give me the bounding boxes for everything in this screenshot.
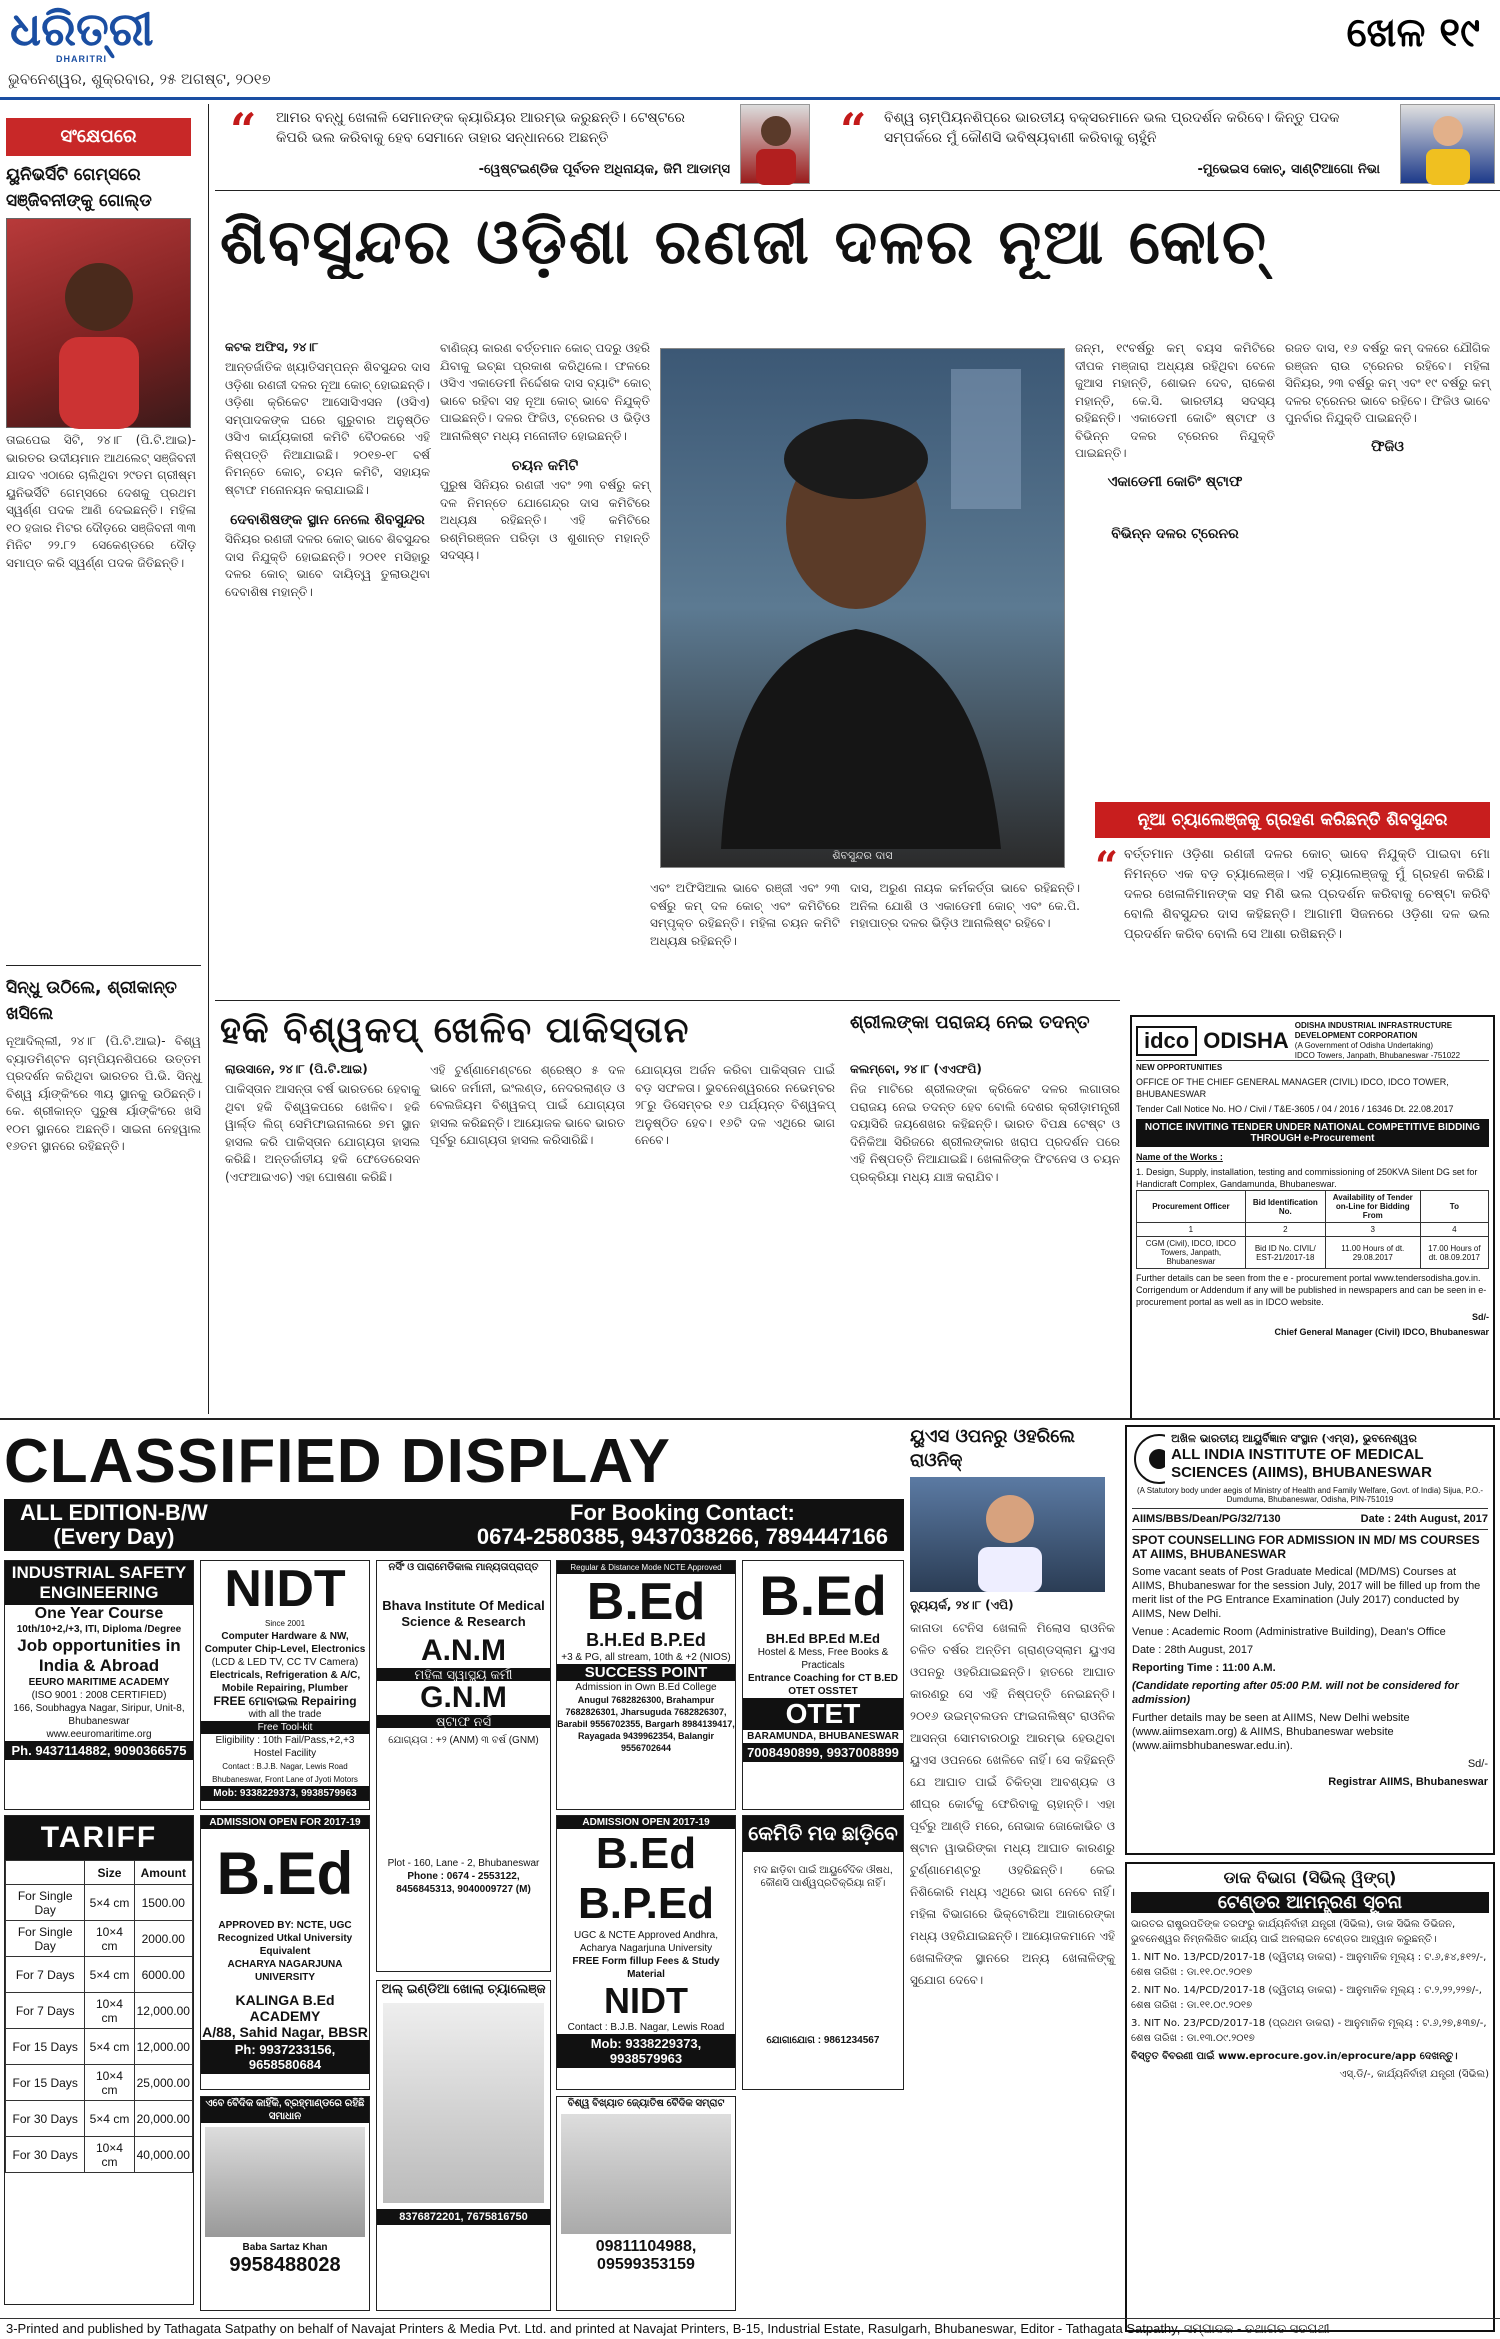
quote-attribution: -ୱେଷ୍ଟଇଣ୍ଡିଜ ପୂର୍ବତନ ଅଧିନାୟକ, ଜିମି ଆଡାମ୍ସ — [478, 162, 730, 177]
ad-text: Regular & Distance Mode NCTE Approved — [557, 1561, 735, 1574]
ad-title: NIDT — [224, 1560, 346, 1618]
table-cell: 4 — [1420, 1223, 1488, 1237]
challenge-text: ବର୍ତ୍ତମାନ ଓଡ଼ିଶା ରଣଜୀ ଦଳର କୋଚ୍ ଭାବେ ନିଯୁକ୍ତି ପାଇବା ମୋ ନିମନ୍ତେ ଏକ ବଡ଼ ଚ୍ୟାଲେଞ୍ଜ। ଏହି ଚ୍ୟାଲେଞ୍ଜକୁ ମୁଁ ଗ୍ରହଣ କରିଛି। ଦଳର ଖେଳାଳିମାନଙ୍କ ସହ ମିଶି ଭଲ ପ୍ରଦର୍ଶନ କରିବାକୁ ଚେଷ୍ଟା କରିବି ବୋଲି ଶିବସୁନ୍ଦର ଦାସ କହିଛନ୍ତି। ଆଗାମୀ ସିଜନରେ ଓଡ଼ିଶା ଦଳ ଭଲ ପ୍ରଦର୍ଶନ କରିବ ବୋଲି ସେ ଆଶା ରଖିଛନ୍ତି। — [1124, 847, 1490, 942]
ad-astrologer — [556, 2096, 736, 2311]
subhead: ଫିଜିଓ — [1371, 438, 1404, 455]
table-cell: For Single Day — [6, 1885, 85, 1921]
story-text: ରଜତ ଦାସ, ୧୬ ବର୍ଷରୁ କମ୍ ଦଳରେ ଯୌଗିକ ରଞ୍ଜନ ରାଉ ଟ୍ରେନର ରହିବେ। ମହିଳା ସିନିୟର, ୨୩ ବର୍ଷରୁ କମ୍ ଏବଂ ୧୯ ବର୍ଷରୁ କମ୍ ଦଳର ଟ୍ରେନର ଭାବେ ରହିବେ। ଫିଜିଓ ଭାବେ ପୁନର୍ବାର ନିଯୁକ୍ତି ପାଇଛନ୍ତି। — [1285, 341, 1490, 425]
ad-photo — [205, 2127, 365, 2237]
ad-title: ଏବେ ବୈଦିକ କାହିଁକି, ବ୍ରହ୍ମାଣ୍ଡରେ ରହିଛି ସମାଧାନ — [201, 2097, 369, 2123]
table-row — [6, 1921, 193, 1957]
ad-title: B.Ed — [216, 1840, 354, 1907]
aiims-details: Further details may be seen at AIIMS, New Delhi website (www.aiimsexam.org) & AIIMS, Bhubaneswar website (www.aiimsbhubaneswar.edu.in). — [1132, 1712, 1410, 1752]
aiims-sign: Sd/- — [1467, 1758, 1488, 1770]
brief-item-1 — [6, 162, 196, 572]
idco-ref-date: Dt. 22.08.2017 — [1394, 1104, 1454, 1114]
raonic-photo — [910, 1477, 1105, 1592]
ad-text: A/88, Sahid Nagar, BBSR — [202, 2024, 368, 2040]
quote-text: ଆମର ବନ୍ଧୁ ଖେଳାଳି ସେମାନଙ୍କ କ୍ୟାରିୟର ଆରମ୍ଭ କରୁଛନ୍ତି। ଟେଷ୍ଟରେ କିପରି ଭଲ କରିବାକୁ ହେବ ସେମାନେ ତାହାର ସନ୍ଧାନରେ ଅଛନ୍ତି — [276, 110, 685, 146]
ad-text: Electricals, Refrigeration & A/C, Mobile Repairing, Plumber — [209, 1670, 361, 1694]
ad-title: କେମିତି ମଦ ଛାଡ଼ିବେ — [743, 1816, 903, 1852]
aiims-note: (Candidate reporting after 05:00 P.M. will not be considered for admission) — [1132, 1680, 1459, 1706]
ad-text: ACHARYA NAGARJUNA UNIVERSITY — [227, 1959, 343, 1983]
table-cell: 12,000.00 — [134, 1993, 192, 2029]
table-row — [6, 2137, 193, 2173]
quote-text: ବିଶ୍ୱ ଚାମ୍ପିୟନଶିପ୍‌ରେ ଭାରତୀୟ ବକ୍ସରମାନେ ଭଲ ପ୍ରଦର୍ଶନ କରିବେ। କିନ୍ତୁ ପଦକ ସମ୍ପର୍କରେ ମୁଁ କୌଣସି ଭବିଷ୍ୟବାଣୀ କରିବାକୁ ଚାହୁଁନି — [884, 110, 1340, 146]
idco-sign: Sd/- — [1472, 1312, 1489, 1322]
quote-photo — [740, 104, 810, 184]
story-text: ଯୋଗ୍ୟତା ଅର୍ଜନ କରିବା ପାକିସ୍ତାନ ପାଇଁ ବଡ଼ ସଫଳତା। ଭୁବନେଶ୍ୱରରେ ନଭେମ୍ବର ୨୮ରୁ ଡିସେମ୍ବର ୧୬ ପର୍ଯ୍ୟନ୍ତ ବିଶ୍ୱକପ୍ ଅନୁଷ୍ଠିତ ହେବ। ୧୬ଟି ଦଳ ଏଥିରେ ଭାଗ ନେବେ। — [635, 1063, 835, 1147]
photo-caption: ଶିବସୁନ୍ଦର ଦାସ — [832, 849, 893, 862]
aiims-signatory: Registrar AIIMS, Bhubaneswar — [1328, 1776, 1488, 1788]
story-column — [430, 1062, 625, 1150]
table-cell: 3 — [1325, 1223, 1420, 1237]
ad-phone: 8376872201, 7675816750 — [377, 2209, 550, 2225]
person-icon — [1401, 105, 1496, 185]
table-cell: 11.00 Hours of dt. 29.08.2017 — [1325, 1237, 1420, 1269]
main-headline: ଶିବସୁନ୍ଦର ଓଡ଼ିଶା ରଣଜୀ ଦଳର ନୂଆ କୋଚ୍ — [220, 205, 1268, 278]
table-cell: 1500.00 — [134, 1885, 192, 1921]
divider — [215, 190, 1500, 191]
aiims-venue: Venue : Academic Room (Administrative Building), Dean's Office — [1132, 1626, 1446, 1638]
tender-item: 2. NIT No. 14/PCD/2017-18 (ଦ୍ୱିତୀୟ ଡାକରା) - ଆନୁମାନିକ ମୂଲ୍ୟ : ଟ.୨,୨୨,୨୨୭/-, ଶେଷ ତାରିଖ : ଡା.୧୧.୦୯.୨୦୧୭ — [1131, 1985, 1482, 2011]
tender-item: 3. NIT No. 23/PCD/2017-18 (ପ୍ରଥମ ଡାକରା) - ଆନୁମାନିକ ମୂଲ୍ୟ : ଟ.୬,୨୭,୫୩୭/-, ଶେଷ ତାରିଖ : ଡା.୧୩.୦୯.୨୦୧୭ — [1131, 2018, 1487, 2044]
tender-item: 1. NIT No. 13/PCD/2017-18 (ଦ୍ୱିତୀୟ ଡାକରା) - ଆନୁମାନିକ ମୂଲ୍ୟ : ଟ.୬,୫୪,୫୧୨/-, ଶେଷ ତାରିଖ : ଡା.୧୧.୦୯.୨୦୧୭ — [1131, 1952, 1487, 1978]
table-cell: 10×4 cm — [85, 2065, 134, 2101]
ad-course: A.N.M — [421, 1634, 506, 1667]
briefs-tag: ସଂକ୍ଷେପରେ — [6, 118, 191, 156]
ad-course: G.N.M — [420, 1681, 507, 1714]
ad-text: 10th/10+2,/+3, ITI, Diploma /Degree — [16, 1624, 182, 1635]
ad-phone: Phone : 0674 - 2553122, 8456845313, 9040009727 (M) — [396, 1871, 531, 1895]
divider — [215, 1000, 1120, 1001]
aiims-org-sub: (A Statutory body under aegis of Ministry of Health and Family Welfare, Govt. of India) Sijua, P.O.-Dumduma, Bhubaneswar, Odisha, PIN-751019 — [1136, 1486, 1484, 1504]
quote-mark-icon: “ — [230, 103, 257, 157]
ad-text: Contact : B.J.B. Nagar, Lewis Road Bhubaneswar, Front Lane of Jyoti Motors — [212, 1762, 358, 1784]
ad-open-challenge — [376, 1980, 551, 2311]
postal-tender-notice — [1125, 1862, 1495, 2332]
idco-address: IDCO Towers, Janpath, Bhubaneswar -751022 — [1294, 1050, 1461, 1060]
brief-body: ତାଇପେଇ ସିଟି, ୨୪।୮ (ପି.ଟି.ଆଇ)- ଭାରତର ଉଦୀୟମାନ ଆଥଲେଟ୍ ସଞ୍ଜିବନୀ ଯାଦବ ଏଠାରେ ଚାଲିଥିବା ୨୯ତମ ଗ୍ରୀଷ୍ମ ୟୁନିଭର୍ସିଟି ଗେମ୍ସରେ ଦେଶକୁ ପ୍ରଥମ ସ୍ୱର୍ଣ୍ଣ ପଦକ ଆଣି ଦେଇଛନ୍ତି। ମହିଳା ୧୦ ହଜାର ମିଟର ଦୌଡ଼ରେ ସଞ୍ଜିବନୀ ୩୩ ମିନିଟ ୨୨.୮୨ ସେକେଣ୍ଡରେ ଦୌଡ଼ ସମାପ୍ତ କରି ସ୍ୱର୍ଣ୍ଣ ପଦକ ଜିତିଛନ୍ତି। — [6, 433, 196, 570]
idco-signatory: Chief General Manager (Civil) IDCO, Bhubaneswar — [1274, 1327, 1489, 1337]
aiims-body: Some vacant seats of Post Graduate Medical (MD/MS) Courses at AIIMS, Bhubaneswar for the session July, 2017 will be filled up from the merit list of the PG Entrance Examination (July 2017) conducted by AIIMS, New Delhi. — [1132, 1566, 1481, 1620]
brief-title: ସିନ୍ଧୁ ଉଠିଲେ, ଶ୍ରୀକାନ୍ତ ଖସିଲେ — [6, 978, 177, 1024]
masthead — [0, 0, 1500, 70]
person-icon — [741, 105, 811, 185]
table-row — [6, 2029, 193, 2065]
story-column — [225, 340, 430, 601]
ad-kalinga-bed — [200, 1815, 370, 2090]
idco-works: 1. Design, Supply, installation, testing and commissioning of 250KVA Silent DG set for Handicraft Complex, Gandamunda, Bhubaneswar. — [1136, 1167, 1478, 1189]
idco-office: OFFICE OF THE CHIEF GENERAL MANAGER (CIVIL) IDCO, IDCO TOWER, BHUBANESWAR — [1136, 1077, 1449, 1099]
idco-tender-ad — [1130, 1015, 1495, 1420]
brief-title: ୟୁନିଭର୍ସିଟି ଗେମ୍ସରେ ସଞ୍ଜିବନୀଙ୍କୁ ଗୋଲ୍ଡ — [6, 165, 152, 211]
ad-phone: Anugul 7682826300, Brahampur 7682826301, Jharsuguda 7682826307, Barabil 9556702355, Bargarh 8984139417, Rayagada 9439962354, Balangir 9556702644 — [557, 1695, 735, 1753]
ad-text: ମଦ ଛାଡ଼ିବା ପାଇଁ ଆୟୁର୍ବେଦିକ ଔଷଧ, କୌଣସି ପାର୍ଶ୍ୱପ୍ରତିକ୍ରିୟା ନାହିଁ। — [753, 1865, 893, 1889]
tariff-table — [4, 1815, 194, 2305]
divider — [0, 1418, 1500, 1420]
brief-item-2 — [6, 975, 201, 1156]
tender-intro: ଭାରତର ରାଷ୍ଟ୍ରପତିଙ୍କ ତରଫରୁ କାର୍ଯ୍ୟନିର୍ବାହୀ ଯନ୍ତ୍ରୀ (ସିଭିଲ), ଡାକ ସିଭିଲ ଡିଭିଜନ, ଭୁବନେଶ୍ୱର ନିମ୍ନଲିଖିତ କାର୍ଯ୍ୟ ପାଇଁ ଅନଲାଇନ ଟେଣ୍ଡର ଆହ୍ୱାନ କରୁଛନ୍ତି। — [1131, 1919, 1456, 1945]
ad-text: KALINGA B.Ed ACADEMY — [235, 1992, 335, 2024]
logo-subtext: DHARITRI — [56, 54, 107, 64]
ad-text: Free Tool-kit — [201, 1721, 369, 1734]
classified-edition-2: (Every Day) — [53, 1524, 175, 1549]
story-text: ଜନ୍ମ, ୧୯ବର୍ଷରୁ କମ୍ ବୟସ କମିଟିରେ ଦୀପକ ମଞ୍ଜାରା ଅଧ୍ୟକ୍ଷ ରହିଥିବା ବେଳେ ଜୁଆସ ମହାନ୍ତି, ଶୋଭନ ଦେବ, ରାକେଶ ମହାନ୍ତି, କେ.ସି. ଭାରତୀୟ ସଦସ୍ୟ ରହିଛନ୍ତି। ଏକାଡେମୀ କୋଚିଂ ଷ୍ଟାଫ ଓ ବିଭିନ୍ନ ଦଳର ଟ୍ରେନର ନିଯୁକ୍ତି ପାଇଛନ୍ତି। — [1075, 341, 1275, 460]
subhead: ଚୟନ କମିଟି — [511, 458, 579, 474]
ad-text: www.eeuromaritime.org — [46, 1729, 152, 1740]
dateline: ଲାଉସାନେ, ୨୪।୮ (ପି.ଟି.ଆଇ) — [225, 1062, 368, 1076]
story-column — [850, 1062, 1120, 1186]
table-header: Size — [85, 1861, 134, 1885]
story-column — [635, 1062, 835, 1150]
usopen-headline: ୟୁଏସ ଓପନରୁ ଓହରିଲେ ରାଓନିକ୍ — [910, 1426, 1075, 1471]
story-column — [1285, 340, 1490, 458]
ad-text: ମହିଳା ସ୍ୱାସ୍ଥ୍ୟ କର୍ମୀ — [377, 1668, 550, 1681]
idco-org: ODISHA INDUSTRIAL INFRASTRUCTURE DEVELOPMENT CORPORATION — [1294, 1020, 1453, 1040]
ad-bed-otet — [742, 1560, 904, 1810]
table-header — [6, 1861, 85, 1885]
ad-phone: Mob: 9338229373, 9938579963 — [557, 2034, 735, 2068]
athlete-silhouette-icon — [7, 219, 192, 429]
edition-date: ଭୁବନେଶ୍ୱର, ଶୁକ୍ରବାର, ୨୫ ଅଗଷ୍ଟ, ୨୦୧୭ — [8, 70, 271, 88]
ad-text: ଯୋଗ୍ୟତା : +୨ (ANM) ୩ ବର୍ଷ (GNM) — [388, 1735, 539, 1746]
table-cell: 6000.00 — [134, 1957, 192, 1993]
subhead: ଏକାଡେମୀ କୋଚିଂ ଷ୍ଟାଫ — [1107, 473, 1243, 490]
table-cell: CGM (Civil), IDCO, IDCO Towers, Janpath, Bhubaneswar — [1137, 1237, 1246, 1269]
quote-mark-icon: “ — [1095, 843, 1119, 890]
story-column — [225, 1062, 420, 1186]
ad-text: SUCCESS POINT — [557, 1664, 735, 1681]
usopen-story — [910, 1425, 1115, 1991]
table-cell: 17.00 Hours of dt. 08.09.2017 — [1420, 1237, 1488, 1269]
table-row — [6, 1993, 193, 2029]
challenge-title: ନୂଆ ଚ୍ୟାଲେଞ୍ଜକୁ ଗ୍ରହଣ କରିଛନ୍ତି ଶିବସୁନ୍ଦର — [1095, 802, 1490, 838]
ad-text: UGC & NCTE Approved Andhra, Acharya Nagarjuna University — [574, 1930, 718, 1954]
table-cell: 5×4 cm — [85, 1885, 134, 1921]
table-cell: 12,000.00 — [134, 2029, 192, 2065]
table-row — [6, 1885, 193, 1921]
tender-org: ଡାକ ବିଭାଗ (ସିଭିଲ୍ ୱିଙ୍ଗ୍) — [1223, 1868, 1397, 1887]
table-cell: Bid ID No. CIVIL/ EST-21/2017-18 — [1245, 1237, 1325, 1269]
quote-attribution: -ମୁଭେଇସ କୋଚ୍, ସାଣ୍ଟିଆଗୋ ନିଭା — [1197, 162, 1380, 177]
table-cell: For Single Day — [6, 1921, 85, 1957]
aiims-ref: AIIMS/BBS/Dean/PG/32/7130 — [1132, 1513, 1281, 1525]
ad-nidt-bed — [556, 1815, 736, 2090]
table-cell: For 7 Days — [6, 1993, 85, 2029]
column-rule — [208, 104, 209, 1414]
table-cell: 5×4 cm — [85, 1957, 134, 1993]
story-column — [440, 340, 650, 565]
story-text: ଦାସ, ଅରୁଣ ନାୟକ କର୍ମକର୍ତ୍ତା ଭାବେ ରହିଛନ୍ତି। ଅନିଲ ଯୋଶି ଓ ଏକାଡେମୀ କୋଚ୍ ଏବଂ କେ.ପି. ମହାପାତ୍ର ଦଳର ଭିଡ଼ିଓ ଆନାଲିଷ୍ଟ ରହିବେ। — [850, 881, 1080, 930]
subhead: ବିଭିନ୍ନ ଦଳର ଟ୍ରେନର — [1111, 525, 1239, 542]
idco-works-label: Name of the Works : — [1136, 1152, 1223, 1162]
aiims-emblem-icon — [1132, 1432, 1165, 1486]
ad-photo — [561, 2114, 731, 2234]
ad-text: BH.Ed BP.Ed M.Ed — [766, 1631, 880, 1646]
ad-title: INDUSTRIAL SAFETY ENGINEERING — [5, 1561, 193, 1605]
table-cell: For 30 Days — [6, 2137, 85, 2173]
ad-phone: 7008490899, 9937008899 — [743, 1743, 903, 1762]
aiims-org: ALL INDIA INSTITUTE OF MEDICAL SCIENCES (AIIMS), BHUBANESWAR — [1171, 1446, 1432, 1481]
ad-title: B.Ed — [586, 1573, 706, 1631]
dateline: ନ୍ୟୁୟର୍କ, ୨୪।୮ (ଏପି) — [910, 1598, 1014, 1612]
ad-text: with all the trade — [248, 1709, 322, 1720]
classified-phones: 0674-2580385, 9437038266, 7894447166 — [476, 1524, 888, 1549]
table-cell: 2 — [1245, 1223, 1325, 1237]
ad-text: APPROVED BY: NCTE, UGC Recognized Utkal University Equivalent — [217, 1920, 353, 1957]
ad-phone: ଯୋଗାଯୋଗ : 9861234567 — [766, 2035, 880, 2046]
aiims-org-odia: ଅଖିଳ ଭାରତୀୟ ଆୟୁର୍ବିଜ୍ଞାନ ସଂସ୍ଥାନ (ଏମ୍ସ), ଭୁବନେଶ୍ୱର — [1171, 1432, 1417, 1445]
ad-bhava-institute — [376, 1560, 551, 1972]
imprint-footer: 3-Printed and published by Tathagata Satpathy on behalf of Navajat Printers & Media Pvt. Ltd. and printed at Navajat Printers, B-15, Industrial Estate, Rasulgarh, Bhubaneswar, Editor - Tathagata Satpathy, ସମ୍ପାଦକ - ତଥାଗତ ସତପଥୀ — [0, 2318, 1500, 2339]
logo-text: ଧରିତ୍ରୀ — [10, 2, 154, 56]
ad-text: Hostel & Mess, Free Books & Practicals — [757, 1647, 889, 1671]
story-text: ସିନିୟର ରଣଜୀ ଦଳର କୋଚ୍ ଭାବେ ଶିବସୁନ୍ଦର ଦାସ ନିଯୁକ୍ତି ହୋଇଛନ୍ତି। ୨୦୧୧ ମସିହାରୁ ଦଳର କୋଚ୍ ଭାବେ ଦାୟିତ୍ୱ ତୁଲାଉଥିବା ଦେବାଶିଷ ମହାନ୍ତି। — [225, 532, 430, 599]
table-cell: 10×4 cm — [85, 1993, 134, 2029]
table-cell: 5×4 cm — [85, 2029, 134, 2065]
tender-portal: ବିସ୍ତୃତ ବିବରଣୀ ପାଇଁ www.eprocure.gov.in/eprocure/app ଦେଖନ୍ତୁ। — [1131, 2051, 1458, 2062]
ad-text: +3 & PG, all stream, 10th & +2 (NIOS) — [561, 1652, 731, 1663]
aiims-time: Reporting Time : 11:00 A.M. — [1132, 1662, 1276, 1674]
ad-text: ADMISSION OPEN 2017-19 — [557, 1816, 735, 1829]
table-header: Procurement Officer — [1137, 1191, 1246, 1223]
divider — [6, 965, 201, 966]
dateline: କଲମ୍ବୋ, ୨୪।୮ (ଏଏଫପି) — [850, 1062, 982, 1076]
ad-phone: 9958488028 — [229, 2254, 341, 2276]
ad-text: Baba Sartaz Khan — [242, 2242, 328, 2253]
person-icon — [910, 1477, 1105, 1592]
table-cell: 25,000.00 — [134, 2065, 192, 2101]
page-label: ଖେଳ ୧୯ — [1346, 10, 1480, 56]
ad-text: FREE Form fillup Fees & Study Material — [572, 1956, 720, 1980]
table-cell: 20,000.00 — [134, 2101, 192, 2137]
quotes-band — [220, 104, 1500, 184]
idco-tagline: NEW OPPORTUNITIES — [1136, 1063, 1223, 1072]
aiims-ref-date: Date : 24th August, 2017 — [1360, 1513, 1488, 1525]
story-text: ଏହି ଟୁର୍ଣ୍ଣାମେଣ୍ଟରେ ଶ୍ରେଷ୍ଠ ୫ ଦଳ ଭାବେ ଜର୍ମାନୀ, ଇଂଲଣ୍ଡ, ନେଦରଲାଣ୍ଡ ଓ ବେଲଜିୟମ ବିଶ୍ୱକପ୍ ପାଇଁ ଯୋଗ୍ୟତା ହାସଲ କରିଛନ୍ତି। ଆୟୋଜକ ଭାବେ ଭାରତ ପୂର୍ବରୁ ଯୋଗ୍ୟତା ହାସଲ କରିସାରିଛି। — [430, 1063, 625, 1147]
ad-bed-success-point — [556, 1560, 736, 1810]
coach-photo — [660, 348, 1065, 868]
idco-table — [1136, 1190, 1489, 1269]
ad-phone: Mob: 9338229373, 9938579963 — [201, 1786, 369, 1801]
ad-text: Computer Hardware & NW, — [221, 1631, 349, 1642]
ad-text: EEURO MARITIME ACADEMY — [28, 1677, 170, 1688]
ad-phone: Ph: 9937233156, 9658580684 — [201, 2040, 369, 2074]
table-cell: 5×4 cm — [85, 2101, 134, 2137]
ad-text: ADMISSION OPEN FOR 2017-19 — [201, 1816, 369, 1829]
brief-body: ନୂଆଦିଲ୍ଲୀ, ୨୪।୮ (ପି.ଟି.ଆଇ)- ବିଶ୍ୱ ବ୍ୟାଡମିଣ୍ଟନ ଚାମ୍ପିୟନଶିପରେ ଉତ୍ତମ ପ୍ରଦର୍ଶନ କରିଥିବା ଭାରତର ପି.ଭି. ସିନ୍ଧୁ ବିଶ୍ୱ ର୍ୟାଙ୍କିଂରେ ୩ୟ ସ୍ଥାନକୁ ଉଠିଛନ୍ତି। କେ. ଶ୍ରୀକାନ୍ତ ପୁରୁଷ ର୍ୟାଙ୍କିଂରେ ଖସି ୧୦ମ ସ୍ଥାନରେ ଅଛନ୍ତି। ସାଇନା ନେହୱାଲ ୧୬ତମ ସ୍ଥାନରେ ରହିଛନ୍ତି। — [6, 1034, 201, 1153]
ad-vedic — [200, 2096, 370, 2311]
classified-booking: For Booking Contact: — [570, 1500, 795, 1525]
idco-logo: idco — [1136, 1026, 1197, 1056]
odisha-logo: ODISHA — [1203, 1027, 1289, 1053]
story-text: ପୁରୁଷ ସିନିୟର ରଣଜୀ ଏବଂ ୨୩ ବର୍ଷରୁ କମ୍ ଦଳ ନିମନ୍ତେ ଯୋଗେନ୍ଦ୍ର ଦାସ କମିଟିରେ ଅଧ୍ୟକ୍ଷ ରହିଛନ୍ତି। ଏହି କମିଟିରେ ରଶ୍ମିରଞ୍ଜନ ପରିଡ଼ା ଓ ଶୁଶାନ୍ତ ମହାନ୍ତି ସଦସ୍ୟ। — [440, 478, 650, 562]
table-cell: 10×4 cm — [85, 1921, 134, 1957]
story-text: ବାଣିଜ୍ୟ କାରଣ ବର୍ତ୍ତମାନ କୋଚ୍ ପଦରୁ ଓହରି ଯିବାକୁ ଇଚ୍ଛା ପ୍ରକାଶ କରିଥିଲେ। ଫଳରେ ଓସିଏ ଏକାଡେମୀ ନିର୍ଦ୍ଦେଶକ ଦାସ ବ୍ୟାଟିଂ କୋଚ୍ ଭାବେ ରହିବା ସହ ନୂଆ କୋଚ୍ ଭାବେ ନିଯୁକ୍ତି ପାଇଛନ୍ତି। ଦଳର ଫିଜିଓ, ଟ୍ରେନର ଓ ଭିଡ଼ିଓ ଆନାଲିଷ୍ଟ ମଧ୍ୟ ମନୋନୀତ ହୋଇଛନ୍ତି। — [440, 341, 650, 443]
ad-text: 166, Soubhagya Nagar, Siripur, Unit-8, Bhubaneswar — [13, 1703, 185, 1727]
coach-silhouette-icon — [661, 349, 1065, 849]
ad-text: Entrance Coaching for CT B.ED OTET OSSTET — [747, 1673, 898, 1697]
story-text: ଏବଂ ଅଫିସିଆଲ ଭାବେ ରଞ୍ଜୀ ଏବଂ ୨୩ ବର୍ଷରୁ କମ୍ ଦଳ କୋଚ୍ ଏବଂ କମିଟିରେ ସମ୍ପୃକ୍ତ ରହିଛନ୍ତି। ମହିଳା ଚୟନ କମିଟି ଅଧ୍ୟକ୍ଷ ରହିଛନ୍ତି। — [650, 881, 840, 948]
table-cell: For 30 Days — [6, 2101, 85, 2137]
ad-text: ଷ୍ଟାଫ ନର୍ସ — [377, 1715, 550, 1728]
ad-text: B.H.Ed B.P.Ed — [586, 1630, 706, 1650]
ad-text: Contact : B.J.B. Nagar, Lewis Road — [567, 2022, 725, 2033]
story-text: ପାକିସ୍ତାନ ଆସନ୍ତା ବର୍ଷ ଭାରତରେ ହେବାକୁ ଥିବା ହକି ବିଶ୍ୱକପରେ ଖେଳିବ। ହକି ୱାର୍ଲ୍ଡ ଲିଗ୍ ସେମିଫାଇନାଲରେ ୭ମ ସ୍ଥାନ ହାସଲ କରି ପାକିସ୍ତାନ ଯୋଗ୍ୟତା ହାସଲ କରିଛି। ଅନ୍ତର୍ଜାତୀୟ ହକି ଫେଡେରେସନ (ଏଫଆଇଏଚ) ଏହା ଘୋଷଣା କରିଛି। — [225, 1082, 420, 1184]
ad-title: ଅଲ୍ ଇଣ୍ଡିଆ ଖୋଲା ଚ୍ୟାଲେଞ୍ଜ — [381, 1981, 546, 1996]
table-cell: For 15 Days — [6, 2029, 85, 2065]
ad-text: OTET — [743, 1698, 903, 1730]
ad-industrial-safety — [4, 1560, 194, 1810]
idco-ref: Tender Call Notice No. HO / Civil / T&E-3605 / 04 / 2016 / 16346 — [1136, 1104, 1392, 1114]
ad-title: Bhava Institute Of Medical Science & Research — [382, 1598, 545, 1629]
tender-sign: ଏସ୍.ଡି/-, କାର୍ଯ୍ୟନିର୍ବାହୀ ଯନ୍ତ୍ରୀ (ସିଭିଲ) — [1339, 2069, 1489, 2080]
ad-title: B.Ed — [759, 1564, 887, 1627]
ad-text: (LCD & LED TV, CC TV Camera) — [211, 1657, 359, 1668]
story-column — [850, 880, 1080, 933]
table-cell: 1 — [1137, 1223, 1246, 1237]
table-row — [6, 2101, 193, 2137]
classified-title: CLASSIFIED DISPLAY — [4, 1427, 671, 1496]
story-text: କାନାଡା ଟେନିସ ଖେଳାଳି ମିଲୋସ ରାଓନିକ ଚଳିତ ବର୍ଷର ଅନ୍ତିମ ଗ୍ରାଣ୍ଡସ୍ଲାମ ୟୁଏସ ଓପନରୁ ଓହରିଯାଇଛନ୍ତି। ହାତରେ ଆଘାତ କାରଣରୁ ସେ ଏହି ନିଷ୍ପତ୍ତି ନେଇଛନ୍ତି। ୨୦୧୬ ଉଇମ୍ବଲଡନ ଫାଇନାଲିଷ୍ଟ ରାଓନିକ ଆସନ୍ତା ସୋମବାରଠାରୁ ଆରମ୍ଭ ହେଉଥିବା ୟୁଏସ ଓପନରେ ଖେଳିବେ ନାହିଁ। ସେ କହିଛନ୍ତି ଯେ ଆଘାତ ପାଇଁ ଚିକିତ୍ସା ଆବଶ୍ୟକ ଓ ଶୀଘ୍ର କୋର୍ଟକୁ ଫେରିବାକୁ ଚାହାନ୍ତି। ଏହା ପୂର୍ବରୁ ଆଣ୍ଡି ମରେ, ନୋଭାକ ଜୋକୋଭିଚ ଓ ଷ୍ଟାନ ୱାଭରିଙ୍କା ମଧ୍ୟ ଆଘାତ କାରଣରୁ ଟୁର୍ଣ୍ଣାମେଣ୍ଟରୁ ଓହରିଛନ୍ତି। କେଇ ନିଶିକୋରି ମଧ୍ୟ ଏଥିରେ ଭାଗ ନେବେ ନାହିଁ। ମହିଳା ବିଭାଗରେ ଭିକ୍ଟୋରିଆ ଆଜାରେଙ୍କା ମଧ୍ୟ ଓହରିଯାଇଛନ୍ତି। ଆୟୋଜକମାନେ ଏହି ଖେଳାଳିଙ୍କ ସ୍ଥାନରେ ଅନ୍ୟ ଖେଳାଳିଙ୍କୁ ସୁଯୋଗ ଦେବେ। — [910, 1621, 1115, 1987]
story-text: ନିଜ ମାଟିରେ ଶ୍ରୀଲଙ୍କା କ୍ରିକେଟ ଦଳର ଲଗାତାର ପରାଜୟ ନେଇ ତଦନ୍ତ ହେବ ବୋଲି ଦେଶର କ୍ରୀଡ଼ାମନ୍ତ୍ରୀ ଦୟାସିରି ଜୟଶେଖର କହିଛନ୍ତି। ଭାରତ ବିପକ୍ଷ ଟେଷ୍ଟ ଓ ଦିନିକିଆ ସିରିଜରେ ଶ୍ରୀଲଙ୍କାର ଖରାପ ପ୍ରଦର୍ଶନ ପରେ ଏହି ନିଷ୍ପତ୍ତି ନିଆଯାଇଛି। ଖେଳାଳିଙ୍କ ଫିଟନେସ ଓ ଚୟନ ପ୍ରକ୍ରିୟା ମଧ୍ୟ ଯାଞ୍ଚ କରାଯିବ। — [850, 1082, 1120, 1184]
idco-org-sub: (A Government of Odisha Undertaking) — [1294, 1040, 1434, 1050]
ad-text: One Year Course — [34, 1605, 164, 1622]
story-column — [1075, 340, 1275, 545]
ad-quit-drinking — [742, 1815, 904, 2090]
idco-notice: NOTICE INVITING TENDER UNDER NATIONAL COMPETITIVE BIDDING THROUGH e-Procurement — [1136, 1119, 1489, 1147]
table-cell: For 15 Days — [6, 2065, 85, 2101]
table-row — [6, 1957, 193, 1993]
quote-photo — [1400, 104, 1495, 184]
aiims-date: Date : 28th August, 2017 — [1132, 1644, 1254, 1656]
ad-nidt — [200, 1560, 370, 1810]
table-cell: 2000.00 — [134, 1921, 192, 1957]
table-header: Availability of Tender on-Line for Bidding From — [1325, 1191, 1420, 1223]
subhead: ଦେବାଶିଷଙ୍କ ସ୍ଥାନ ନେଲେ ଶିବସୁନ୍ଦର — [230, 512, 425, 528]
table-cell: For 7 Days — [6, 1957, 85, 1993]
header-divider — [0, 97, 1500, 100]
ad-text: FREE ମୋବାଇଲ Repairing — [213, 1694, 357, 1708]
tender-title: ଟେଣ୍ଡର ଆମନ୍ତ୍ରଣ ସୂଚନା — [1131, 1892, 1489, 1913]
table-header: Amount — [134, 1861, 192, 1885]
ad-text: Job opportunities in India & Abroad — [17, 1636, 181, 1675]
srilanka-headline: ଶ୍ରୀଲଙ୍କା ପରାଜୟ ନେଇ ତଦନ୍ତ — [850, 1012, 1090, 1033]
ad-title: ବିଶ୍ୱ ବିଖ୍ୟାତ ଜ୍ୟୋତିଷ ବୈଦିକ ସମ୍ରାଟ — [567, 2098, 725, 2109]
ad-text: Eligibility : 10th Fail/Pass,+2,+3 — [215, 1735, 355, 1746]
classified-edition: ALL EDITION-B/W — [20, 1500, 208, 1525]
ad-photo — [383, 2003, 544, 2203]
story-column — [650, 880, 840, 950]
table-row — [6, 2065, 193, 2101]
ad-title: NIDT — [604, 1980, 688, 2021]
ad-text: Since 2001 — [264, 1619, 306, 1628]
table-header: Bid Identification No. — [1245, 1191, 1325, 1223]
ad-text: ନର୍ସିଂ ଓ ପାରାମେଡିକାଲ ମାନ୍ୟତାପ୍ରାପ୍ତ — [388, 1562, 539, 1573]
tariff-title: TARIFF — [5, 1816, 193, 1860]
hockey-headline: ହକି ବିଶ୍ୱକପ୍ ଖେଳିବ ପାକିସ୍ତାନ — [220, 1010, 690, 1051]
aiims-notice — [1125, 1425, 1495, 1855]
dateline: କଟକ ଅଫିସ, ୨୪।୮ — [225, 340, 319, 354]
idco-details: Further details can be seen from the e - procurement portal www.tendersodisha.gov.in. Corrigendum or Addendum if any will be published in newspapers and can be seen in e-procurement portal as well as in IDCO website. — [1136, 1273, 1487, 1307]
table-cell: 10×4 cm — [85, 2137, 134, 2173]
ad-text: (ISO 9001 : 2008 CERTIFIED) — [31, 1690, 167, 1701]
ad-title: B.Ed — [595, 1829, 697, 1878]
classified-header — [4, 1425, 904, 1553]
table-header: To — [1420, 1191, 1488, 1223]
ad-text: BARAMUNDA, BHUBANESWAR — [747, 1731, 899, 1742]
aiims-title: SPOT COUNSELLING FOR ADMISSION IN MD/ MS COURSES AT AIIMS, BHUBANESWAR — [1132, 1533, 1480, 1561]
ad-title: B.P.Ed — [577, 1879, 715, 1928]
logo — [10, 4, 155, 64]
quote-mark-icon: “ — [840, 103, 867, 157]
story-text: ଆନ୍ତର୍ଜାତିକ ଖ୍ୟାତିସମ୍ପନ୍ନ ଶିବସୁନ୍ଦର ଦାସ ଓଡ଼ିଶା ରଣଜୀ ଦଳର ନୂଆ କୋଚ୍ ହୋଇଛନ୍ତି। ଓଡ଼ିଶା କ୍ରିକେଟ ଆସୋସିଏସନ (ଓସିଏ) ସମ୍ପାଦକଙ୍କ ଘରେ ଗୁରୁବାର ଅନୁଷ୍ଠିତ ଓସିଏ କାର୍ଯ୍ୟକାରୀ କମିଟି ବୈଠକରେ ଏହି ନିଷ୍ପତ୍ତି ନିଆଯାଇଛି। ୨୦୧୭-୧୮ ବର୍ଷ ନିମନ୍ତେ କୋଚ୍, ଚୟନ କମିଟି, ସହାୟକ ଷ୍ଟାଫ ମନୋନୟନ କରାଯାଇଛି। — [225, 360, 430, 497]
ad-text: Computer Chip-Level, Electronics — [204, 1644, 366, 1655]
table-cell: 40,000.00 — [134, 2137, 192, 2173]
ad-text: Plot - 160, Lane - 2, Bhubaneswar — [387, 1858, 540, 1869]
athlete-photo — [6, 218, 191, 428]
ad-text: Hostel Facility — [253, 1748, 317, 1759]
ad-phone: Ph. 9437114882, 9090366575 — [5, 1741, 193, 1760]
challenge-box — [1095, 845, 1490, 945]
ad-phone: 09811104988, 09599353159 — [595, 2238, 697, 2273]
ad-text: Admission in Own B.Ed College — [575, 1682, 717, 1693]
